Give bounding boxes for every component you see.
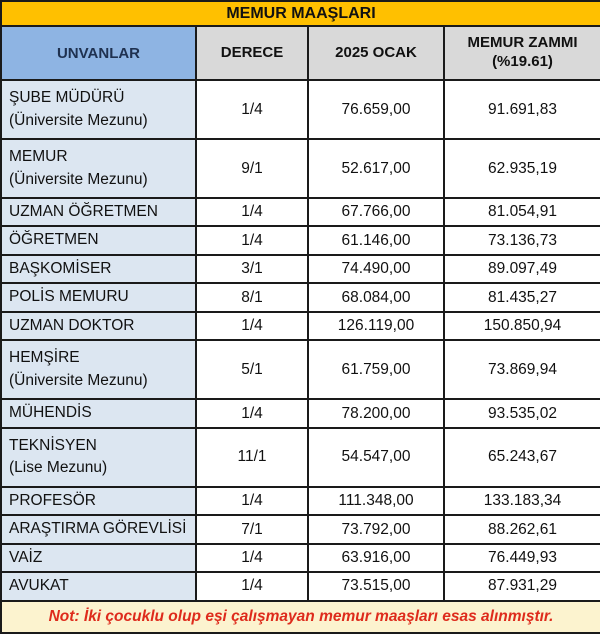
title-row bbox=[1, 1, 600, 26]
column-header-2025-ocak: 2025 OCAK bbox=[308, 26, 444, 80]
salary-table-body bbox=[1, 80, 600, 601]
table-row bbox=[1, 428, 600, 487]
zam-cell: 88.262,61 bbox=[444, 515, 600, 543]
unvan-cell bbox=[1, 544, 196, 572]
derece-cell: 5/1 bbox=[196, 340, 308, 399]
ocak-cell: 52.617,00 bbox=[308, 139, 444, 198]
table-row bbox=[1, 399, 600, 427]
zam-cell: 89.097,49 bbox=[444, 255, 600, 283]
zam-cell: 73.869,94 bbox=[444, 340, 600, 399]
table-row bbox=[1, 80, 600, 139]
unvan-cell bbox=[1, 312, 196, 340]
unvan-main: AVUKAT bbox=[9, 577, 69, 595]
unvan-main: TEKNİSYEN bbox=[9, 436, 97, 454]
table-row bbox=[1, 139, 600, 198]
derece-cell: 1/4 bbox=[196, 198, 308, 226]
ocak-cell: 67.766,00 bbox=[308, 198, 444, 226]
derece-cell: 1/4 bbox=[196, 544, 308, 572]
table-row bbox=[1, 283, 600, 311]
ocak-cell: 78.200,00 bbox=[308, 399, 444, 427]
unvan-sub: (Üniversite Mezunu) bbox=[9, 371, 148, 389]
table-row bbox=[1, 255, 600, 283]
derece-cell: 1/4 bbox=[196, 312, 308, 340]
derece-cell: 8/1 bbox=[196, 283, 308, 311]
unvan-sub: (Lise Mezunu) bbox=[9, 459, 108, 477]
memur-zammi-rate: (%19.61) bbox=[492, 53, 553, 70]
ocak-cell: 61.146,00 bbox=[308, 226, 444, 254]
ocak-cell: 63.916,00 bbox=[308, 544, 444, 572]
table-row bbox=[1, 198, 600, 226]
unvan-main: ŞUBE MÜDÜRÜ bbox=[9, 89, 125, 107]
derece-cell: 7/1 bbox=[196, 515, 308, 543]
page-title: MEMUR MAAŞLARI bbox=[1, 1, 600, 26]
derece-cell: 1/4 bbox=[196, 80, 308, 139]
derece-cell: 1/4 bbox=[196, 226, 308, 254]
derece-cell: 3/1 bbox=[196, 255, 308, 283]
unvan-cell bbox=[1, 255, 196, 283]
unvan-main: HEMŞİRE bbox=[9, 349, 80, 367]
ocak-cell: 68.084,00 bbox=[308, 283, 444, 311]
zam-cell: 91.691,83 bbox=[444, 80, 600, 139]
unvan-cell bbox=[1, 515, 196, 543]
unvan-cell bbox=[1, 198, 196, 226]
unvan-main: POLİS MEMURU bbox=[9, 288, 129, 306]
table-row bbox=[1, 487, 600, 515]
derece-cell: 1/4 bbox=[196, 572, 308, 600]
ocak-cell: 61.759,00 bbox=[308, 340, 444, 399]
ocak-cell: 111.348,00 bbox=[308, 487, 444, 515]
footnote: Not: İki çocuklu olup eşi çalışmayan memur maaşları esas alınmıştır. bbox=[1, 601, 600, 633]
zam-cell: 81.435,27 bbox=[444, 283, 600, 311]
derece-cell: 1/4 bbox=[196, 487, 308, 515]
unvan-sub: (Üniversite Mezunu) bbox=[9, 170, 148, 188]
unvan-cell bbox=[1, 139, 196, 198]
ocak-cell: 54.547,00 bbox=[308, 428, 444, 487]
table-row bbox=[1, 226, 600, 254]
zam-cell: 87.931,29 bbox=[444, 572, 600, 600]
unvan-main: VAİZ bbox=[9, 548, 43, 566]
table-row bbox=[1, 515, 600, 543]
unvan-main: MEMUR bbox=[9, 148, 68, 166]
unvan-cell bbox=[1, 487, 196, 515]
column-header-unvanlar: UNVANLAR bbox=[1, 26, 196, 80]
unvan-main: UZMAN ÖĞRETMEN bbox=[9, 203, 158, 220]
ocak-cell: 74.490,00 bbox=[308, 255, 444, 283]
ocak-cell: 76.659,00 bbox=[308, 80, 444, 139]
footnote-row bbox=[1, 601, 600, 633]
table-row bbox=[1, 312, 600, 340]
ocak-cell: 73.515,00 bbox=[308, 572, 444, 600]
unvan-cell bbox=[1, 80, 196, 139]
derece-cell: 11/1 bbox=[196, 428, 308, 487]
zam-cell: 76.449,93 bbox=[444, 544, 600, 572]
unvan-cell bbox=[1, 283, 196, 311]
table-row bbox=[1, 544, 600, 572]
unvan-cell bbox=[1, 340, 196, 399]
ocak-cell: 126.119,00 bbox=[308, 312, 444, 340]
unvan-main: UZMAN DOKTOR bbox=[9, 316, 135, 334]
table-row bbox=[1, 340, 600, 399]
unvan-main: MÜHENDİS bbox=[9, 404, 92, 422]
zam-cell: 133.183,34 bbox=[444, 487, 600, 515]
unvan-cell bbox=[1, 399, 196, 427]
unvan-cell bbox=[1, 226, 196, 254]
derece-cell: 1/4 bbox=[196, 399, 308, 427]
unvan-cell bbox=[1, 572, 196, 600]
zam-cell: 65.243,67 bbox=[444, 428, 600, 487]
table-row bbox=[1, 572, 600, 600]
zam-cell: 73.136,73 bbox=[444, 226, 600, 254]
unvan-main: BAŞKOMİSER bbox=[9, 259, 112, 277]
unvan-sub: (Üniversite Mezunu) bbox=[9, 111, 148, 129]
memur-zammi-label: MEMUR ZAMMI bbox=[467, 34, 578, 52]
zam-cell: 93.535,02 bbox=[444, 399, 600, 427]
ocak-cell: 73.792,00 bbox=[308, 515, 444, 543]
zam-cell: 62.935,19 bbox=[444, 139, 600, 198]
unvan-cell bbox=[1, 428, 196, 487]
unvan-main: ARAŞTIRMA GÖREVLİSİ bbox=[9, 520, 187, 538]
zam-cell: 150.850,94 bbox=[444, 312, 600, 340]
column-header-memur-zammi bbox=[444, 26, 600, 80]
zam-cell: 81.054,91 bbox=[444, 198, 600, 226]
unvan-main: PROFESÖR bbox=[9, 491, 96, 509]
unvan-main: ÖĞRETMEN bbox=[9, 231, 99, 249]
derece-cell: 9/1 bbox=[196, 139, 308, 198]
column-header-derece: DERECE bbox=[196, 26, 308, 80]
column-header-row bbox=[1, 26, 600, 80]
